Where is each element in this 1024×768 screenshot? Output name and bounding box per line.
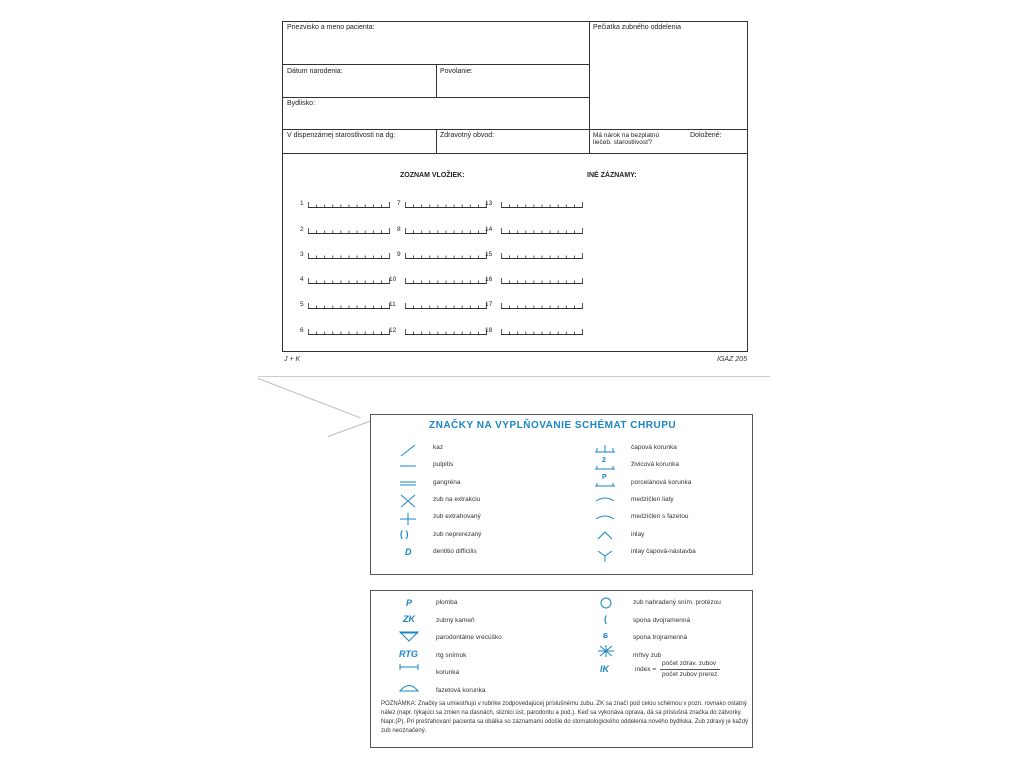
footer-right: IGAZ 205	[717, 356, 747, 363]
insert-ruler[interactable]	[405, 227, 489, 235]
insert-ruler[interactable]	[501, 277, 585, 285]
legend-item: zubný kameň	[436, 616, 475, 624]
insert-ruler[interactable]	[501, 201, 585, 209]
insert-number: 2	[300, 226, 304, 233]
legend-item: korunka	[436, 669, 460, 676]
column-divider	[436, 64, 437, 97]
legend-item: medzičlen liaty	[631, 495, 674, 503]
index-denominator: počet zubov prerez.	[662, 671, 720, 678]
legend-item: mŕtvy zub	[633, 651, 662, 659]
insert-number: 13	[485, 200, 493, 207]
insert-ruler[interactable]	[308, 201, 392, 209]
three-arm-clasp-icon: ɕ	[603, 630, 609, 640]
envelope-fold-line	[258, 376, 770, 377]
unerupted-tooth-icon: ( )	[400, 529, 409, 539]
legend-item: dentitio difficilis	[433, 547, 477, 555]
legend-item: živicová korunka	[631, 461, 680, 469]
legend-item: inlay čapová-nástavba	[631, 547, 696, 555]
dispensary-label: V dispenzárnej starostlivosti na dg:	[287, 132, 396, 139]
xray-icon: RTG	[399, 649, 418, 659]
insert-ruler[interactable]	[405, 302, 489, 310]
insert-ruler[interactable]	[405, 328, 489, 336]
insert-ruler[interactable]	[501, 328, 585, 336]
facet-crown-icon	[400, 686, 418, 692]
legend-item: inlay	[631, 530, 645, 538]
legend-item: pulpitis	[433, 461, 454, 469]
column-divider	[436, 129, 437, 153]
insert-ruler[interactable]	[405, 252, 489, 260]
insert-number: 14	[485, 226, 493, 233]
insert-ruler[interactable]	[308, 252, 392, 260]
difficult-dentition-icon: D	[405, 547, 412, 557]
insert-number: 11	[389, 301, 396, 308]
proven-label: Doložené:	[690, 132, 722, 139]
insert-number: 9	[397, 251, 401, 258]
free-care-label: Má nárok na bezplatnú liečeb. starostlivosť?	[593, 132, 660, 146]
other-records-title: INÉ ZÁZNAMY:	[587, 172, 637, 179]
insert-number: 5	[300, 301, 304, 308]
index-numerator: počet zdrav. zubov	[662, 660, 717, 667]
insert-number: 8	[397, 226, 401, 233]
insert-number: 15	[485, 251, 493, 258]
two-arm-clasp-icon: (	[604, 614, 607, 624]
insert-ruler[interactable]	[405, 201, 489, 209]
column-divider	[589, 21, 590, 153]
legend-item: plomba	[436, 599, 458, 606]
legend-item: zub extrahovaný	[433, 513, 481, 521]
caries-icon	[401, 445, 415, 456]
patient-name-label: Priezvisko a meno pacienta:	[287, 24, 375, 31]
insert-number: 7	[397, 200, 401, 207]
residence-label: Bydlisko:	[287, 100, 316, 107]
facet-pontic-icon	[596, 516, 614, 519]
legend-item: čapová korunka	[631, 444, 677, 451]
tartar-icon: ZK	[403, 614, 415, 624]
insert-ruler[interactable]	[308, 227, 392, 235]
row-divider	[282, 129, 748, 130]
legend-item: zub nahradený sním. protézou	[633, 599, 721, 606]
insert-number: 1	[300, 200, 304, 207]
envelope-fold-line	[328, 421, 371, 437]
insert-ruler[interactable]	[308, 328, 392, 336]
legend-title: ZNAČKY NA VYPLŇOVANIE SCHÉMAT CHRUPU	[429, 420, 677, 431]
porcelain-crown-label-icon: P	[602, 474, 607, 481]
resin-crown-label-icon: 2	[602, 457, 606, 464]
stamp-label: Pečiatka zubného oddelenia	[593, 24, 681, 31]
insert-number: 4	[300, 276, 304, 283]
legend-item: spona trojramenná	[633, 634, 688, 641]
legend-item: rtg snímok	[436, 651, 467, 659]
insert-number: 6	[300, 327, 304, 334]
legend-item: parodontálne vrecúško	[436, 634, 502, 641]
health-district-label: Zdravotný obvod:	[440, 132, 495, 139]
insert-number: 10	[389, 276, 397, 283]
cast-pontic-icon	[596, 498, 614, 501]
insert-ruler[interactable]	[501, 302, 585, 310]
insert-number: 17	[485, 301, 493, 308]
legend-item: medzičlen s fazetou	[631, 513, 689, 521]
insert-number: 18	[485, 327, 493, 334]
birth-date-label: Dátum narodenia:	[287, 68, 343, 75]
insert-number: 3	[300, 251, 304, 258]
insert-ruler[interactable]	[308, 302, 392, 310]
row-divider	[282, 97, 589, 98]
legend-item: gangréna	[433, 478, 461, 486]
insert-number: 12	[389, 327, 397, 334]
insert-ruler[interactable]	[405, 277, 489, 285]
filling-icon: P	[406, 598, 413, 608]
index-icon: IK	[600, 664, 609, 674]
legend-item: kaz	[433, 444, 444, 451]
legend-item: zub neprerezaný	[433, 530, 482, 538]
legend-item: spona dvojramenná	[633, 616, 691, 624]
insert-ruler[interactable]	[308, 277, 392, 285]
legend2-left-symbols	[398, 630, 420, 694]
insert-ruler[interactable]	[501, 252, 585, 260]
fraction-bar	[660, 669, 720, 670]
legend-item: fazetová korunka	[436, 686, 486, 694]
envelope-fold-line	[258, 378, 361, 418]
legend-note: POZNÁMKA: Značky sa umiestňujú v rubrike zodpovedajúcej príslušnému zubu. ZK sa značí pod celou schémou v pozn. rovnako ostatný nález (napr. týkajúci sa zmien na ďasnách, sliznici úst, parodontu a pod.). Keď sa vykonáva oprava, dá sa príslušná značka do zátvorky. Napr.(P). Pri prešťahovaní pacienta sa obálka so záznamami odošle do stomatologického oddelenia nového bydliska. Zub zdravý je každý zub neoznačený.	[381, 701, 749, 734]
legend-item: porcelánová korunka	[631, 478, 692, 486]
insert-ruler[interactable]	[501, 227, 585, 235]
insert-number: 16	[485, 276, 493, 283]
inlay-icon	[598, 532, 612, 539]
occupation-label: Povolanie:	[440, 68, 473, 75]
legend-item: zub na extrakciu	[433, 495, 481, 503]
index-label: index =	[635, 666, 657, 673]
inlay-post-icon	[598, 551, 612, 556]
row-divider	[282, 153, 748, 154]
denture-tooth-icon	[601, 598, 611, 608]
inserts-title: ZOZNAM VLOŽIEK:	[400, 172, 465, 179]
footer-left: J + K	[284, 356, 301, 363]
